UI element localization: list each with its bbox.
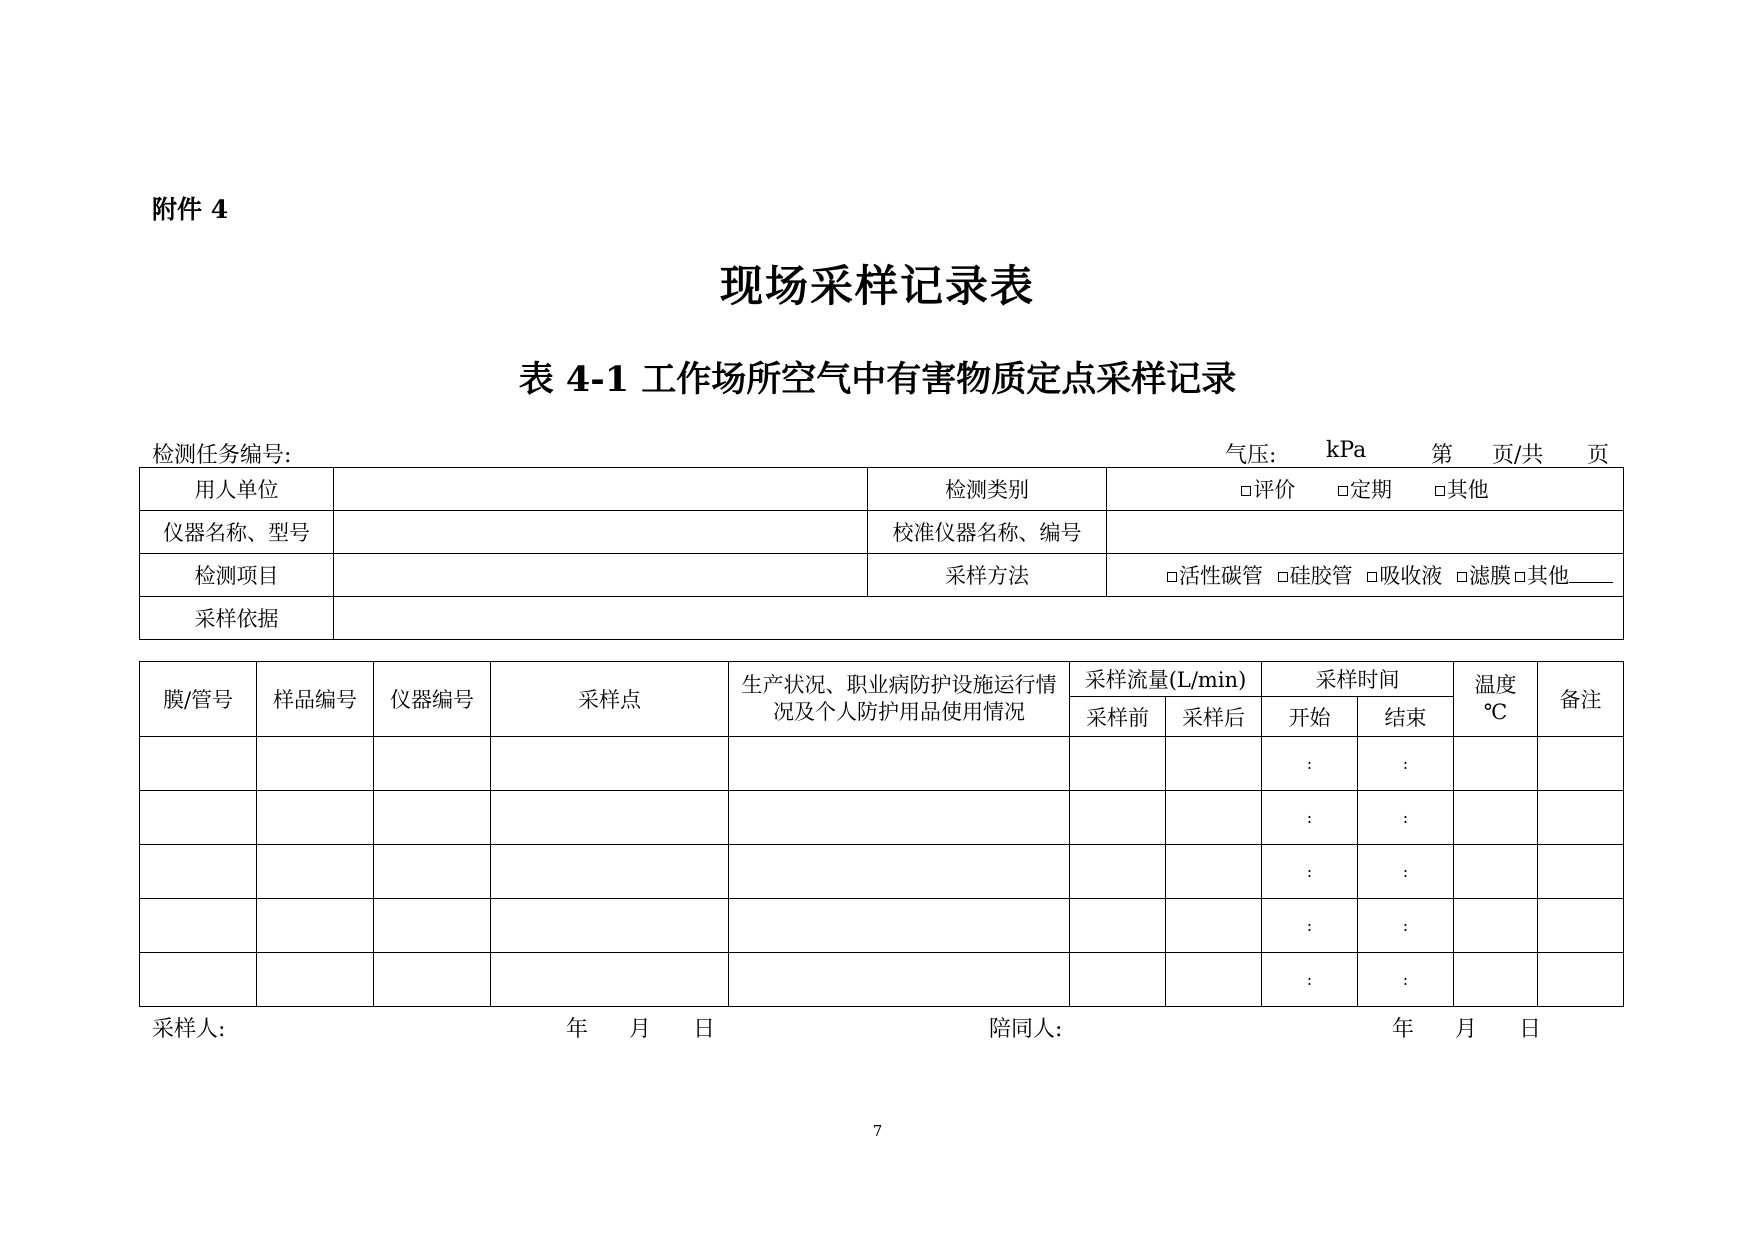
instrument-no-cell[interactable] xyxy=(374,845,491,899)
col-time-end: 结束 xyxy=(1358,697,1454,737)
checkbox-icon xyxy=(1435,486,1445,496)
flow-after-cell[interactable] xyxy=(1166,899,1262,953)
col-flow: 采样流量(L/min) xyxy=(1070,662,1262,697)
time-end-cell[interactable]: : xyxy=(1358,953,1454,1007)
method-label: 采样方法 xyxy=(868,554,1107,597)
companion-label: 陪同人: xyxy=(989,1017,1063,1042)
table-row xyxy=(140,953,1624,1007)
record-table xyxy=(139,661,1624,1007)
item-value[interactable] xyxy=(334,554,868,597)
remark-cell[interactable] xyxy=(1538,791,1624,845)
sampler-day: 日 xyxy=(693,1017,716,1042)
conditions-cell[interactable] xyxy=(729,737,1070,791)
checkbox-icon xyxy=(1167,572,1177,582)
col-temp xyxy=(1454,662,1538,737)
remark-cell[interactable] xyxy=(1538,953,1624,1007)
membrane-cell[interactable] xyxy=(140,953,257,1007)
instrument-no-cell[interactable] xyxy=(374,899,491,953)
time-end-cell[interactable]: : xyxy=(1358,899,1454,953)
sampler-year: 年 xyxy=(566,1017,589,1042)
table-row xyxy=(140,899,1624,953)
temp-cell[interactable] xyxy=(1454,845,1538,899)
info-table xyxy=(139,467,1624,640)
point-cell[interactable] xyxy=(491,791,729,845)
temp-unit: ℃ xyxy=(1483,700,1508,724)
flow-before-cell[interactable] xyxy=(1070,953,1166,1007)
header-row-1 xyxy=(140,662,1624,697)
temp-cell[interactable] xyxy=(1454,737,1538,791)
employer-value[interactable] xyxy=(334,468,868,511)
instrument-no-cell[interactable] xyxy=(374,737,491,791)
flow-before-cell[interactable] xyxy=(1070,791,1166,845)
calib-label: 校准仪器名称、编号 xyxy=(868,511,1107,554)
basis-label: 采样依据 xyxy=(140,597,334,640)
page-mid: 页/共 xyxy=(1492,443,1544,468)
item-label: 检测项目 xyxy=(140,554,334,597)
time-start-cell[interactable]: : xyxy=(1262,845,1358,899)
membrane-cell[interactable] xyxy=(140,845,257,899)
table-row xyxy=(140,737,1624,791)
table-row xyxy=(140,845,1624,899)
page-prefix: 第 xyxy=(1431,443,1454,468)
instrument-value[interactable] xyxy=(334,511,868,554)
checkbox-icon xyxy=(1241,486,1251,496)
basis-value[interactable] xyxy=(334,597,1624,640)
page-title: 现场采样记录表 xyxy=(720,262,1035,312)
col-instrument-no: 仪器编号 xyxy=(374,662,491,737)
time-start-cell[interactable]: : xyxy=(1262,737,1358,791)
checkbox-icon xyxy=(1457,572,1467,582)
remark-cell[interactable] xyxy=(1538,737,1624,791)
companion-day: 日 xyxy=(1519,1017,1542,1042)
table-row xyxy=(140,791,1624,845)
conditions-cell[interactable] xyxy=(729,791,1070,845)
method-option[interactable]: 滤膜 xyxy=(1457,564,1511,588)
employer-label: 用人单位 xyxy=(140,468,334,511)
sample-no-cell[interactable] xyxy=(257,791,374,845)
time-end-cell[interactable]: : xyxy=(1358,791,1454,845)
method-options xyxy=(1107,554,1624,597)
point-cell[interactable] xyxy=(491,899,729,953)
other-blank[interactable] xyxy=(1569,564,1613,583)
temp-cell[interactable] xyxy=(1454,791,1538,845)
method-option[interactable]: 硅胶管 xyxy=(1278,564,1353,588)
checkbox-icon xyxy=(1367,572,1377,582)
sample-no-cell[interactable] xyxy=(257,737,374,791)
instrument-label: 仪器名称、型号 xyxy=(140,511,334,554)
conditions-cell[interactable] xyxy=(729,899,1070,953)
col-remark: 备注 xyxy=(1538,662,1624,737)
companion-year: 年 xyxy=(1392,1017,1415,1042)
checkbox-icon xyxy=(1338,486,1348,496)
sample-no-cell[interactable] xyxy=(257,953,374,1007)
sampler-month: 月 xyxy=(629,1017,652,1042)
flow-before-cell[interactable] xyxy=(1070,899,1166,953)
flow-after-cell[interactable] xyxy=(1166,845,1262,899)
flow-after-cell[interactable] xyxy=(1166,791,1262,845)
page-suffix: 页 xyxy=(1587,443,1610,468)
flow-before-cell[interactable] xyxy=(1070,737,1166,791)
calib-value[interactable] xyxy=(1107,511,1624,554)
remark-cell[interactable] xyxy=(1538,899,1624,953)
detect-type-option[interactable]: 评价 xyxy=(1241,478,1295,502)
sample-no-cell[interactable] xyxy=(257,899,374,953)
instrument-no-cell[interactable] xyxy=(374,953,491,1007)
attachment-label: 附件 4 xyxy=(152,195,229,224)
checkbox-icon xyxy=(1515,572,1525,582)
detect-type-option[interactable]: 其他 xyxy=(1435,478,1489,502)
time-end-cell[interactable]: : xyxy=(1358,845,1454,899)
sample-no-cell[interactable] xyxy=(257,845,374,899)
time-start-cell[interactable]: : xyxy=(1262,791,1358,845)
conditions-cell[interactable] xyxy=(729,845,1070,899)
membrane-cell[interactable] xyxy=(140,899,257,953)
col-flow-before: 采样前 xyxy=(1070,697,1166,737)
temp-cell[interactable] xyxy=(1454,899,1538,953)
pressure-unit: kPa xyxy=(1326,438,1367,463)
point-cell[interactable] xyxy=(491,845,729,899)
table-title: 表 4-1 工作场所空气中有害物质定点采样记录 xyxy=(518,359,1237,400)
info-row-instrument xyxy=(140,511,1624,554)
detect-type-options xyxy=(1107,468,1624,511)
col-flow-after: 采样后 xyxy=(1166,697,1262,737)
method-option[interactable]: 活性碳管 xyxy=(1167,564,1263,588)
time-end-cell[interactable]: : xyxy=(1358,737,1454,791)
remark-cell[interactable] xyxy=(1538,845,1624,899)
col-conditions: 生产状况、职业病防护设施运行情况及个人防护用品使用情况 xyxy=(729,662,1070,737)
temp-cell[interactable] xyxy=(1454,953,1538,1007)
col-time-start: 开始 xyxy=(1262,697,1358,737)
detect-type-option[interactable]: 定期 xyxy=(1338,478,1392,502)
flow-after-cell[interactable] xyxy=(1166,737,1262,791)
method-option[interactable]: 吸收液 xyxy=(1367,564,1442,588)
conditions-cell[interactable] xyxy=(729,953,1070,1007)
col-time: 采样时间 xyxy=(1262,662,1454,697)
instrument-no-cell[interactable] xyxy=(374,791,491,845)
col-sample-no: 样品编号 xyxy=(257,662,374,737)
membrane-cell[interactable] xyxy=(140,737,257,791)
temp-label: 温度 xyxy=(1474,673,1517,697)
sampler-label: 采样人: xyxy=(152,1017,226,1042)
info-row-employer xyxy=(140,468,1624,511)
checkbox-icon xyxy=(1278,572,1288,582)
companion-month: 月 xyxy=(1455,1017,1478,1042)
detect-type-label: 检测类别 xyxy=(868,468,1107,511)
flow-before-cell[interactable] xyxy=(1070,845,1166,899)
col-membrane: 膜/管号 xyxy=(140,662,257,737)
point-cell[interactable] xyxy=(491,737,729,791)
method-option[interactable]: 其他 xyxy=(1515,564,1613,588)
info-row-item xyxy=(140,554,1624,597)
pressure-label: 气压: xyxy=(1225,443,1277,468)
info-row-basis xyxy=(140,597,1624,640)
flow-after-cell[interactable] xyxy=(1166,953,1262,1007)
col-point: 采样点 xyxy=(491,662,729,737)
task-no-label: 检测任务编号: xyxy=(152,443,292,468)
membrane-cell[interactable] xyxy=(140,791,257,845)
time-start-cell[interactable]: : xyxy=(1262,953,1358,1007)
time-start-cell[interactable]: : xyxy=(1262,899,1358,953)
page-number: 7 xyxy=(872,1122,883,1140)
point-cell[interactable] xyxy=(491,953,729,1007)
